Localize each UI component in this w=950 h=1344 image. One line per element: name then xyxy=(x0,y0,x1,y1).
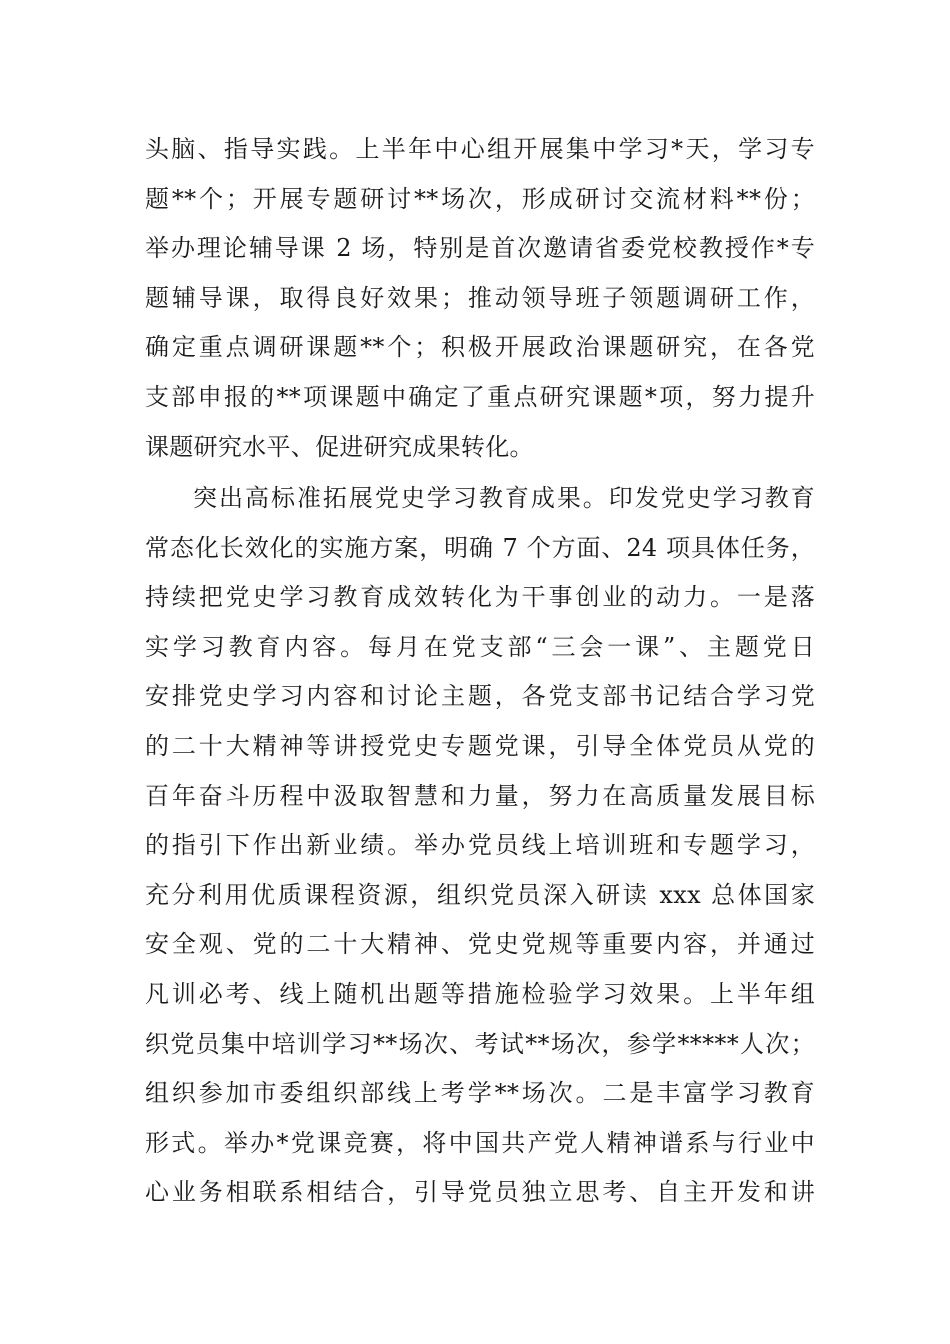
text-line: 的指引下作出新业绩。举办党员线上培训班和专题学习， xyxy=(145,831,815,860)
text-line: 百年奋斗历程中汲取智慧和力量，努力在高质量发展目标 xyxy=(145,781,815,810)
text-line: 头脑、指导实践。上半年中心组开展集中学习*天，学习专 xyxy=(145,135,815,163)
text-line: 突出高标准拓展党史学习教育成果。印发党史学习教育 xyxy=(193,484,815,512)
paragraph-study-activities xyxy=(145,125,815,472)
text-line: 织党员集中培训学习**场次、考试**场次，参学*****人次； xyxy=(145,1029,815,1058)
text-line: 举办理论辅导课 2 场，特别是首次邀请省委党校教授作*专 xyxy=(145,234,815,263)
text-line: 确定重点调研课题**个；积极开展政治课题研究，在各党 xyxy=(145,333,815,362)
text-line: 题辅导课，取得良好效果；推动领导班子领题调研工作， xyxy=(145,283,815,312)
text-line: 心业务相联系相结合，引导党员独立思考、自主开发和讲 xyxy=(145,1178,815,1207)
text-line: 持续把党史学习教育成效转化为干事创业的动力。一是落 xyxy=(145,583,815,612)
text-line: 常态化长效化的实施方案，明确 7 个方面、24 项具体任务， xyxy=(145,533,815,562)
text-line: 的二十大精神等讲授党史专题党课，引导全体党员从党的 xyxy=(145,731,815,760)
text-line: 题**个；开展专题研讨**场次，形成研讨交流材料**份； xyxy=(145,184,815,213)
text-line: 安排党史学习内容和讨论主题，各党支部书记结合学习党 xyxy=(145,682,815,711)
text-line: 组织参加市委组织部线上考学**场次。二是丰富学习教育 xyxy=(145,1079,815,1108)
text-line: 支部申报的**项课题中确定了重点研究课题*项，努力提升 xyxy=(145,382,815,411)
text-line: 实学习教育内容。每月在党支部“三会一课”、主题党日 xyxy=(145,632,815,661)
text-line: 凡训必考、线上随机出题等措施检验学习效果。上半年组 xyxy=(145,979,815,1008)
text-line: 安全观、党的二十大精神、党史党规等重要内容，并通过 xyxy=(145,930,815,959)
text-line: 课题研究水平、促进研究成果转化。 xyxy=(145,432,534,461)
paragraph-party-history-education xyxy=(145,474,815,1218)
text-line: 充分利用优质课程资源，组织党员深入研读 xxx 总体国家 xyxy=(145,880,815,909)
text-line: 形式。举办*党课竞赛，将中国共产党人精神谱系与行业中 xyxy=(145,1128,815,1157)
